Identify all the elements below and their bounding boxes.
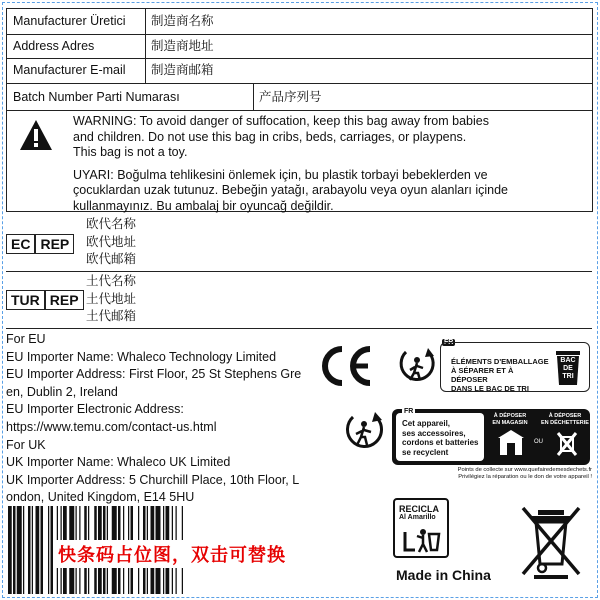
barcode-placeholder-label: 快条码占位图，双击可替换: [55, 540, 289, 568]
barcode-bar: [17, 506, 22, 594]
collection-points-text: [406, 467, 592, 481]
crossed-device-icon: [552, 427, 582, 459]
address-row: [6, 34, 593, 59]
importer-info: [6, 331, 306, 507]
bac-de-tri-icon: [553, 348, 583, 386]
importer-line: For EU: [6, 332, 46, 346]
warning-en-line: WARNING: To avoid danger of suffocation, keep this bag away from babies: [73, 114, 489, 128]
deposit-dump-line: EN DÉCHETTERIE: [541, 419, 589, 426]
barcode-bar: [48, 506, 49, 594]
importer-line: UK Importer Address: 5 Churchill Place, 10th Floor, London, United Kingdom, E14 5HU: [6, 472, 300, 505]
info-tri-deee-box: [392, 409, 590, 465]
barcode-bar: [51, 506, 54, 594]
ec-rep-symbol: [6, 234, 74, 254]
tur-rep-line: 土代地址: [86, 291, 137, 306]
info-tri-line: DANS LE BAC DE TRI: [451, 384, 529, 393]
deee-line: ses accessoires,: [402, 428, 466, 438]
deee-line: cordons et batteries: [402, 438, 479, 447]
barcode-bar: [23, 506, 24, 594]
ec-rep-line: 欧代邮箱: [86, 252, 137, 266]
importer-line: https://www.temu.com/contact-us.html: [6, 419, 217, 434]
ce-mark-icon: [318, 345, 374, 387]
shop-icon: [498, 429, 524, 457]
ec-rep-line: 欧代名称: [86, 217, 137, 231]
warning-triangle-icon: [19, 119, 53, 151]
info-tri-line: À SÉPARER ET À DÉPOSER: [451, 366, 514, 384]
tur-rep-left: TUR: [11, 292, 40, 308]
info-tri-box: [440, 342, 590, 392]
or-text: OU: [534, 439, 543, 445]
divider: [6, 271, 592, 272]
bac-label: DE: [563, 365, 573, 372]
warning-en-line: and children. Do not use this bag in cribs, beds, carriages, or playpens.: [73, 129, 467, 144]
email-row: [6, 58, 593, 84]
recicla-title: RECICLA: [399, 504, 439, 514]
deposit-shop: [488, 413, 532, 426]
deposit-dump: [540, 413, 590, 426]
barcode-bar: [36, 506, 40, 594]
info-tri-line: ÉLÉMENTS D'EMBALLAGE: [451, 357, 549, 366]
importer-line: EU Importer Electronic Address:: [6, 402, 184, 417]
barcode-bar: [32, 506, 33, 594]
address-value: 制造商地址: [151, 39, 214, 53]
triman-icon: [344, 410, 386, 452]
batch-row: [6, 83, 593, 111]
email-value: 制造商邮箱: [151, 63, 214, 77]
ec-rep-lines: [86, 216, 136, 269]
fr-tag: FR: [404, 408, 414, 415]
ec-rep-left: EC: [11, 236, 31, 252]
ec-rep-right: REP: [34, 235, 73, 253]
bac-label: BAC: [560, 357, 576, 364]
warning-tr-line: kullanmayınız. Bu ambalaj bir oyuncağ değildir.: [73, 198, 334, 213]
deee-text: [396, 413, 484, 461]
manufacturer-row: [6, 8, 593, 35]
barcode-bar: [28, 506, 31, 594]
warning-box: [6, 110, 593, 212]
recicla-symbol: [393, 498, 449, 558]
recicla-subtitle: Al Amarillo: [399, 514, 436, 521]
email-label: Manufacturer E-mail: [13, 63, 126, 77]
warning-text: [73, 114, 583, 214]
importer-line: EU Importer Address: First Floor, 25 St Stephens Green, Dublin 2, Ireland: [6, 367, 302, 399]
collection-points-line: Points de collecte sur www.quefairedemesdechets.fr: [457, 467, 592, 473]
tur-rep-right: REP: [44, 291, 83, 309]
barcode-bar: [41, 506, 44, 594]
barcode-bar: [8, 506, 12, 594]
importer-line: For UK: [6, 437, 46, 452]
triman-icon: [398, 346, 438, 386]
recycling-bin-icon: [401, 526, 443, 554]
ec-rep-line: 欧代地址: [86, 234, 137, 249]
batch-value: 产品序列号: [259, 90, 322, 104]
importer-line: UK Importer Name: Whaleco UK Limited: [6, 455, 231, 470]
deee-line: Cet appareil,: [402, 419, 451, 428]
collection-points-line: Privilégiez la réparation ou le don de votre appareil !: [458, 474, 592, 480]
tur-rep-lines: [86, 273, 136, 326]
importer-line: EU Importer Name: Whaleco Technology Limited: [6, 349, 277, 364]
weee-crossed-bin-icon: [520, 504, 582, 580]
batch-label: Batch Number Parti Numarası: [13, 90, 180, 104]
tur-rep-symbol: [6, 290, 84, 310]
info-tri-text: [451, 357, 551, 393]
manufacturer-value: 制造商名称: [151, 14, 214, 28]
divider: [6, 328, 592, 329]
tur-rep-line: 土代邮箱: [86, 309, 137, 323]
barcode-bar: [13, 506, 16, 594]
bac-label: TRI: [562, 373, 574, 380]
tur-rep-line: 土代名称: [86, 274, 137, 288]
made-in-china: Made in China: [396, 567, 491, 583]
manufacturer-label: Manufacturer Üretici: [13, 14, 126, 28]
warning-tr-line: çocuklardan uzak tutunuz. Bebeğin yatağı, arabayolu veya oyun alanları içinde: [73, 183, 509, 197]
warning-tr-line: UYARI: Boğulma tehlikesini önlemek için, bu plastik torbayi bebeklerden ve: [73, 167, 488, 182]
address-label: Address Adres: [13, 39, 95, 53]
deposit-dump-line: À DÉPOSER: [548, 413, 582, 419]
warning-en-line: This bag is not a toy.: [73, 145, 188, 159]
deposit-shop-line: EN MAGASIN: [492, 419, 528, 426]
fr-tag: FR: [444, 339, 454, 346]
deee-line: se recyclent: [402, 447, 449, 457]
deposit-shop-line: À DÉPOSER: [493, 413, 527, 419]
